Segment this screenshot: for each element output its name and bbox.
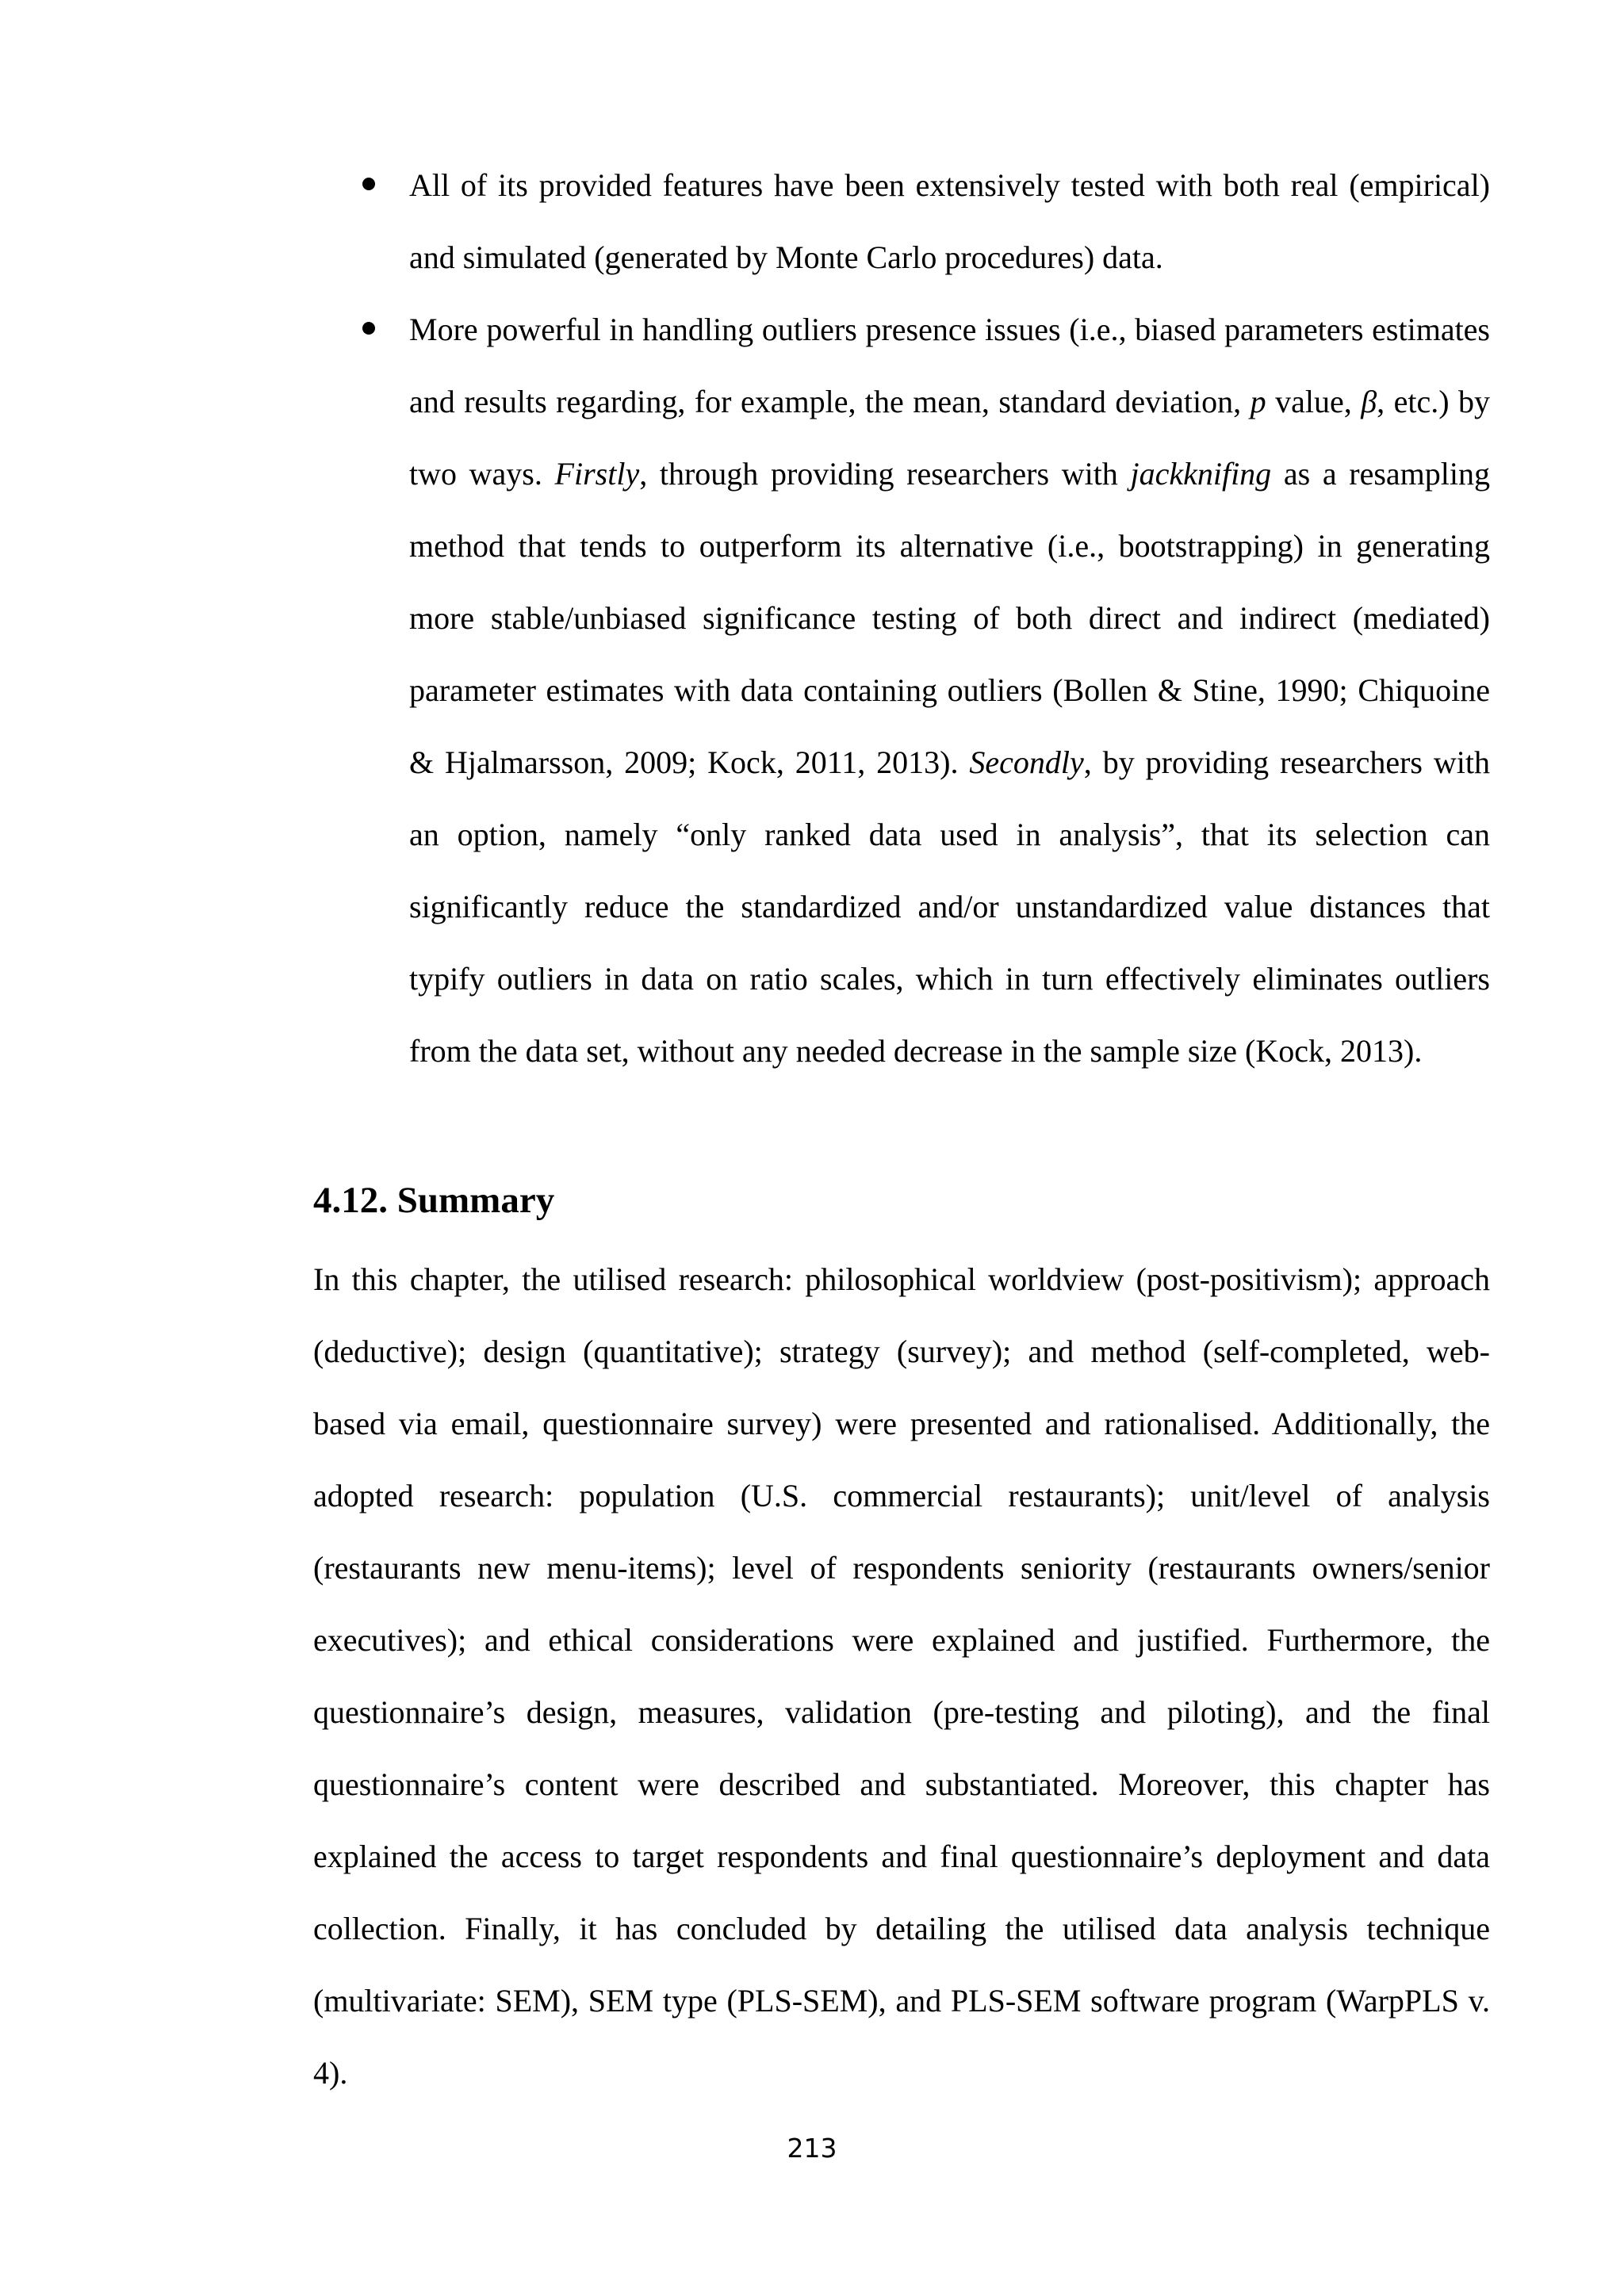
bullet-text-part: , through providing researchers with — [639, 456, 1131, 492]
bullet-text-part: , by providing researchers with an option, namely “only ranked data used in analysis”, that its selection can significantly reduce the standardized and/or unstandardized value distances that typify outliers in data on ratio scales, which in turn effectively eliminates outliers from the data set, without any needed decrease in the sample size (Kock, 2013). — [409, 744, 1491, 1069]
bullet-text-part: value, — [1266, 384, 1362, 419]
bullet-text-part: More powerful in handling outliers presence issues (i.e., biased parameters estimates and results regarding, for example, the mean, standard deviation, — [409, 312, 1490, 419]
bullet-text: All of its provided features have been extensively tested with both real (empirical) and simulated (generated by Monte Carlo procedures) data. — [409, 167, 1490, 275]
bullet-dot-icon — [362, 178, 375, 190]
italic-p-symbol: p — [1250, 384, 1266, 419]
italic-secondly: Secondly — [969, 744, 1084, 780]
page-number: 213 — [787, 2133, 837, 2164]
bullet-text-part: as a resampling method that tends to outperform its alternative (i.e., bootstrapping) in generating more stable/unbiased significance testing of both direct and indirect (mediated) parameter estimates with data containing outliers (Bollen & Stine, 1990; Chiquoine & Hjalmarsson, 2009; Kock, 2011, 2013). — [409, 456, 1490, 780]
bullet-list — [313, 149, 1490, 1087]
italic-beta-symbol: β — [1361, 384, 1377, 419]
summary-paragraph: In this chapter, the utilised research: philosophical worldview (post-positivism); approach (deductive); design (quantitative); strategy (survey); and method (self-completed, web-based via email, questionnaire survey) were presented and rationalised. Additionally, the adopted research: population (U.S. commercial restaurants); unit/level of analysis (restaurants new menu-items); level of respondents seniority (restaurants owners/senior executives); and ethical considerations were explained and justified. Furthermore, the questionnaire’s design, measures, validation (pre-testing and piloting), and the final questionnaire’s content were described and substantiated. Moreover, this chapter has explained the access to target respondents and final questionnaire’s deployment and data collection. Finally, it has concluded by detailing the utilised data analysis technique (multivariate: SEM), SEM type (PLS-SEM), and PLS-SEM software program (WarpPLS v. 4). — [313, 1261, 1490, 2091]
bullet-dot-icon — [362, 322, 375, 335]
italic-firstly: Firstly — [554, 456, 640, 492]
section-heading: 4.12. Summary — [313, 1180, 555, 1221]
italic-jackknifing: jackknifing — [1130, 456, 1272, 492]
bullet-item-tested-features — [313, 149, 1490, 293]
bullet-text-part: , etc.) by two ways. — [409, 384, 1491, 492]
bullet-item-outliers — [313, 293, 1490, 1087]
